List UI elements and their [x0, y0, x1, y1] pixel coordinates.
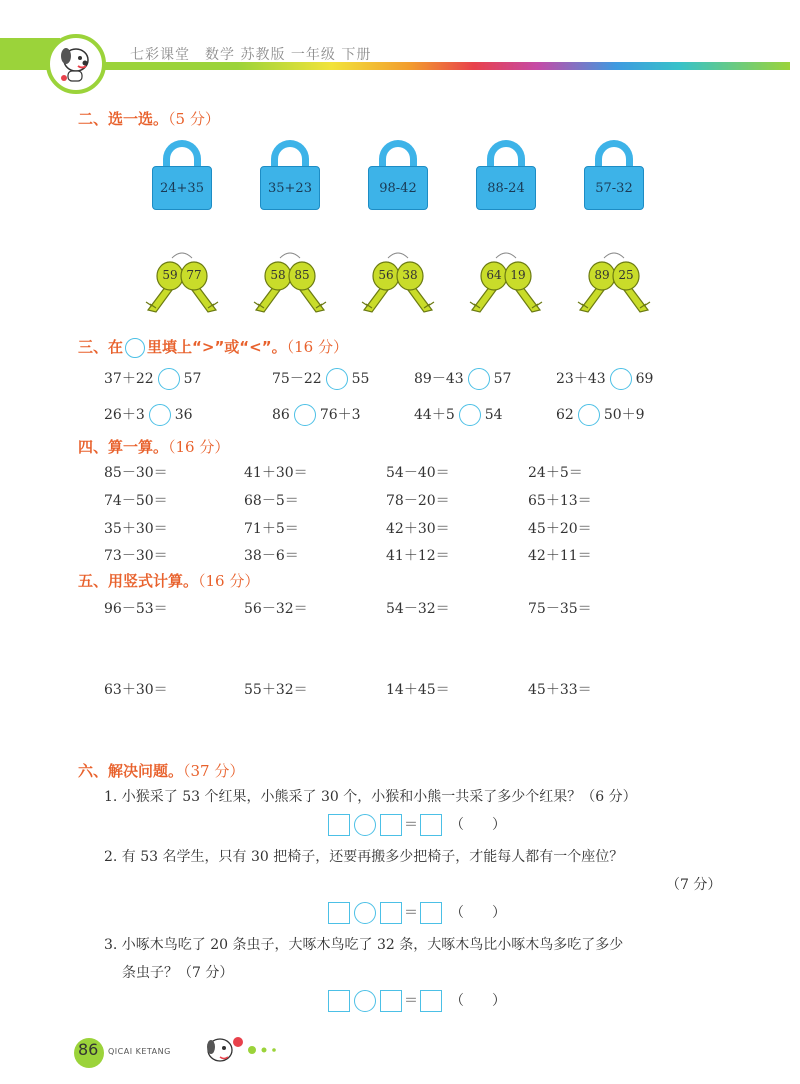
compare-item — [272, 368, 369, 390]
key-pair-icon — [574, 248, 654, 318]
calc-item[interactable]: 45＋20＝ — [528, 521, 592, 537]
compare-item — [556, 404, 645, 426]
word-problem-3: 3. 小啄木鸟吃了 20 条虫子，大啄木鸟吃了 32 条，大啄木鸟比小啄木鸟多吃了多少 — [104, 937, 624, 953]
compare-answer-circle[interactable] — [294, 404, 316, 426]
section-5-title — [78, 570, 259, 591]
section-4-title-text: 四、算一算。 — [78, 438, 169, 456]
key-label: 38 — [402, 268, 418, 282]
calc-item[interactable]: 42＋11＝ — [528, 548, 592, 564]
answer-equation — [326, 902, 506, 924]
unit-blank[interactable]: （ ） — [450, 993, 506, 1009]
section-3-points: （16 分） — [286, 338, 348, 356]
compare-right: 76＋3 — [319, 407, 361, 423]
header-rainbow-bar — [0, 62, 790, 70]
compare-answer-circle[interactable] — [149, 404, 171, 426]
vertical-calc-item[interactable]: 45＋33＝ — [528, 682, 592, 698]
section-3-title-a: 三、在 — [78, 338, 124, 356]
vertical-calc-item[interactable]: 75－35＝ — [528, 601, 592, 617]
section-3-title-b: 里填上“>”或“<”。 — [147, 338, 287, 356]
calc-item[interactable]: 68－5＝ — [244, 493, 299, 509]
lock[interactable] — [584, 140, 644, 210]
lock-label: 24+35 — [152, 166, 212, 210]
word-problem-2-points: （7 分） — [666, 877, 722, 893]
calc-item[interactable]: 42＋30＝ — [386, 521, 450, 537]
compare-left: 89－43 — [414, 371, 464, 387]
lock[interactable] — [476, 140, 536, 210]
compare-item — [104, 368, 201, 390]
key-pair-icon — [358, 248, 438, 318]
answer-box[interactable] — [420, 902, 442, 924]
compare-answer-circle[interactable] — [468, 368, 490, 390]
lock-label: 98-42 — [368, 166, 428, 210]
compare-item — [556, 368, 653, 390]
answer-equation — [326, 990, 506, 1012]
calc-item[interactable]: 41＋30＝ — [244, 465, 308, 481]
answer-box[interactable] — [420, 990, 442, 1012]
key-pair-icon — [250, 248, 330, 318]
compare-right: 57 — [493, 371, 512, 387]
compare-answer-circle[interactable] — [578, 404, 600, 426]
vertical-calc-item[interactable]: 55＋32＝ — [244, 682, 308, 698]
footer-brand: QICAI KETANG — [108, 1047, 171, 1056]
equals-sign: ＝ — [404, 993, 418, 1009]
word-problem-1: 1. 小猴采了 53 个红果，小熊采了 30 个，小猴和小熊一共采了多少个红果？（6 分） — [104, 789, 637, 805]
mascot-badge — [46, 34, 106, 94]
compare-left: 26＋3 — [104, 407, 145, 423]
calc-item[interactable]: 35＋30＝ — [104, 521, 168, 537]
answer-box[interactable] — [420, 814, 442, 836]
compare-answer-circle[interactable] — [459, 404, 481, 426]
section-6-title-text: 六、解决问题。 — [78, 762, 184, 780]
calc-item[interactable]: 74－50＝ — [104, 493, 168, 509]
key-label: 58 — [270, 268, 286, 282]
dog-mascot-icon — [50, 38, 102, 90]
lock[interactable] — [152, 140, 212, 210]
compare-left: 86 — [272, 407, 290, 423]
calc-item[interactable]: 78－20＝ — [386, 493, 450, 509]
vertical-calc-item[interactable]: 54－32＝ — [386, 601, 450, 617]
key-label: 85 — [294, 268, 310, 282]
key-label: 77 — [186, 268, 202, 282]
compare-right: 57 — [183, 371, 202, 387]
compare-item — [104, 404, 193, 426]
section-4-title — [78, 436, 229, 457]
section-2-title — [78, 108, 220, 129]
word-problem-2: 2. 有 53 名学生，只有 30 把椅子，还要再搬多少把椅子，才能每人都有一个座位？ — [104, 849, 624, 865]
section-3-title — [78, 336, 348, 358]
section-2-points: （5 分） — [168, 110, 220, 128]
compare-left: 37＋22 — [104, 371, 154, 387]
answer-box[interactable] — [328, 990, 350, 1012]
calc-item[interactable]: 54－40＝ — [386, 465, 450, 481]
equals-sign: ＝ — [404, 905, 418, 921]
circle-blank-icon — [125, 338, 145, 358]
compare-left: 23＋43 — [556, 371, 606, 387]
key-pair[interactable] — [142, 248, 222, 318]
calc-item[interactable]: 24＋5＝ — [528, 465, 583, 481]
calc-item[interactable]: 41＋12＝ — [386, 548, 450, 564]
lock-label: 88-24 — [476, 166, 536, 210]
key-pair[interactable] — [466, 248, 546, 318]
key-label: 19 — [510, 268, 526, 282]
answer-box[interactable] — [328, 902, 350, 924]
lock[interactable] — [260, 140, 320, 210]
section-6-title — [78, 760, 244, 781]
compare-left: 62 — [556, 407, 574, 423]
answer-box[interactable] — [328, 814, 350, 836]
compare-item — [414, 404, 503, 426]
operator-circle[interactable] — [354, 990, 376, 1012]
compare-right: 54 — [484, 407, 503, 423]
section-4-points: （16 分） — [168, 438, 230, 456]
key-pair[interactable] — [250, 248, 330, 318]
answer-box[interactable] — [380, 990, 402, 1012]
header-title: 七彩课堂 数学 苏教版 一年级 下册 — [130, 47, 372, 63]
key-label: 89 — [594, 268, 610, 282]
equals-sign: ＝ — [404, 817, 418, 833]
compare-item — [414, 368, 511, 390]
section-5-title-text: 五、用竖式计算。 — [78, 572, 199, 590]
key-label: 56 — [378, 268, 394, 282]
key-label: 25 — [618, 268, 634, 282]
operator-circle[interactable] — [354, 902, 376, 924]
calc-item[interactable]: 85－30＝ — [104, 465, 168, 481]
key-pair[interactable] — [574, 248, 654, 318]
compare-answer-circle[interactable] — [158, 368, 180, 390]
key-pair[interactable] — [358, 248, 438, 318]
compare-answer-circle[interactable] — [326, 368, 348, 390]
key-pair-icon — [142, 248, 222, 318]
lock-label: 35+23 — [260, 166, 320, 210]
footer-mascot-icon — [198, 1030, 298, 1070]
compare-right: 55 — [351, 371, 370, 387]
key-label: 59 — [162, 268, 178, 282]
compare-right: 36 — [174, 407, 193, 423]
unit-blank[interactable]: （ ） — [450, 817, 506, 833]
compare-right: 50＋9 — [603, 407, 645, 423]
vertical-calc-item[interactable]: 56－32＝ — [244, 601, 308, 617]
compare-left: 44＋5 — [414, 407, 455, 423]
key-label: 64 — [486, 268, 502, 282]
lock-label: 57-32 — [584, 166, 644, 210]
key-pair-icon — [466, 248, 546, 318]
calc-item[interactable]: 71＋5＝ — [244, 521, 299, 537]
section-2-title-text: 二、选一选。 — [78, 110, 169, 128]
section-5-points: （16 分） — [198, 572, 260, 590]
page-number: 86 — [78, 1040, 99, 1059]
compare-item — [272, 404, 361, 426]
vertical-calc-item[interactable]: 96－53＝ — [104, 601, 168, 617]
vertical-calc-item[interactable]: 63＋30＝ — [104, 682, 168, 698]
calc-item[interactable]: 38－6＝ — [244, 548, 299, 564]
lock[interactable] — [368, 140, 428, 210]
compare-left: 75－22 — [272, 371, 322, 387]
compare-right: 69 — [635, 371, 654, 387]
operator-circle[interactable] — [354, 814, 376, 836]
vertical-calc-item[interactable]: 14＋45＝ — [386, 682, 450, 698]
answer-equation — [326, 814, 506, 836]
answer-box[interactable] — [380, 814, 402, 836]
answer-box[interactable] — [380, 902, 402, 924]
section-6-points: （37 分） — [183, 762, 245, 780]
calc-item[interactable]: 73－30＝ — [104, 548, 168, 564]
word-problem-3-cont: 条虫子？（7 分） — [122, 965, 234, 981]
compare-answer-circle[interactable] — [610, 368, 632, 390]
unit-blank[interactable]: （ ） — [450, 905, 506, 921]
calc-item[interactable]: 65＋13＝ — [528, 493, 592, 509]
